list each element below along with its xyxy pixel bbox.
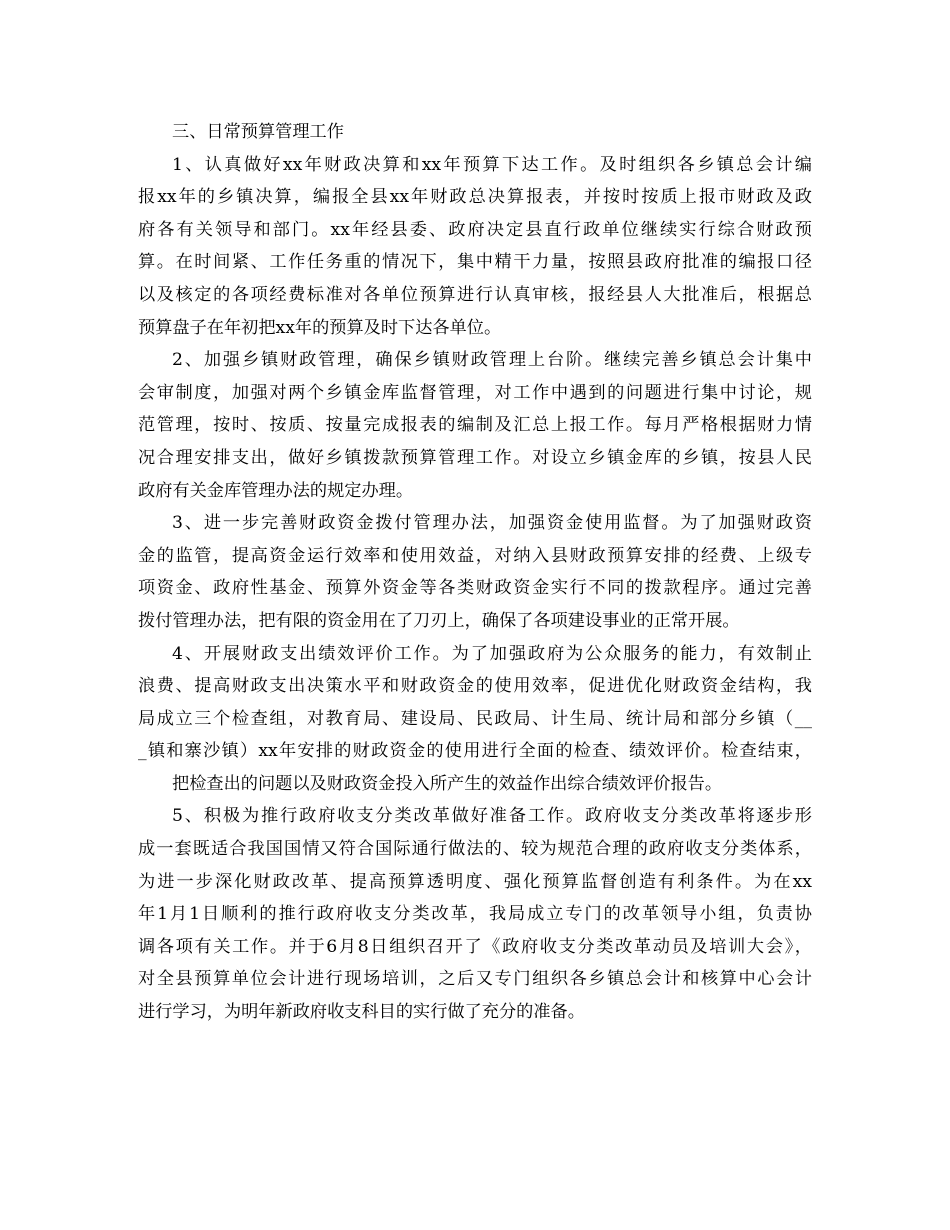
text-line: 进行学习，为明年新政府收支科目的实行做了充分的准备。: [138, 1002, 585, 1023]
text-line: 预算盘子在年初把xx年的预算及时下达各单位。: [138, 317, 502, 338]
section-heading: 三、日常预算管理工作: [172, 122, 344, 142]
text-line: 范管理，按时、按质、按量完成报表的编制及汇总上报工作。每月严格根据财力情: [138, 415, 812, 436]
paragraph-2: [138, 344, 812, 507]
text-line: 金的监管，提高资金运行效率和使用效益，对纳入县财政预算安排的经费、上级专: [138, 545, 812, 566]
text-line: _镇和寨沙镇）xx年安排的财政资金的使用进行全面的检查、绩效评价。检查结束，: [138, 741, 812, 762]
paragraph-4: [138, 638, 812, 768]
text-line: 府各有关领导和部门。xx年经县委、政府决定县直行政单位继续实行综合财政预: [138, 219, 812, 240]
text-line: 3、进一步完善财政资金拨付管理办法，加强资金使用监督。为了加强财政资: [172, 513, 812, 534]
text-line: 把检查出的问题以及财政资金投入所产生的效益作出综合绩效评价报告。: [172, 773, 723, 794]
text-line: 为进一步深化财政改革、提高预算透明度、强化预算监督创造有利条件。为在xx: [138, 871, 812, 892]
text-line: 对全县预算单位会计进行现场培训，之后又专门组织各乡镇总会计和核算中心会计: [138, 969, 812, 990]
text-line: 会审制度，加强对两个乡镇金库监督管理，对工作中遇到的问题进行集中讨论，规: [138, 382, 812, 403]
text-line: 项资金、政府性基金、预算外资金等各类财政资金实行不同的拨款程序。通过完善: [138, 578, 812, 599]
text-line: 2、加强乡镇财政管理，确保乡镇财政管理上台阶。继续完善乡镇总会计集中: [172, 350, 812, 371]
text-line: 政府有关金库管理办法的规定办理。: [138, 480, 414, 501]
text-line: 4、开展财政支出绩效评价工作。为了加强政府为公众服务的能力，有效制止: [172, 643, 812, 664]
text-line: 拨付管理办法，把有限的资金用在了刀刃上，确保了各项建设事业的正常开展。: [138, 610, 740, 631]
text-line: 成一套既适合我国国情又符合国际通行做法的、较为规范合理的政府收支分类体系，: [138, 839, 812, 860]
paragraph-4-continuation: [138, 768, 812, 801]
text-line: 浪费、提高财政支出决策水平和财政资金的使用效率，促进优化财政资金结构，我: [138, 676, 812, 697]
text-line: 以及核定的各项经费标准对各单位预算进行认真审核，报经县人大批准后，根据总: [138, 284, 812, 305]
text-line: 年1月1日顺利的推行政府收支分类改革，我局成立专门的改革领导小组，负责协: [138, 904, 812, 925]
text-line: 算。在时间紧、工作任务重的情况下，集中精干力量，按照县政府批准的编报口径: [138, 252, 812, 273]
text-line: 1、认真做好xx年财政决算和xx年预算下达工作。及时组织各乡镇总会计编: [172, 154, 812, 175]
paragraph-5: [138, 800, 812, 1028]
paragraph-3: [138, 507, 812, 637]
paragraph-1: [138, 149, 812, 345]
text-line: 报xx年的乡镇决算，编报全县xx年财政总决算报表，并按时按质上报市财政及政: [138, 187, 812, 208]
text-line: 5、积极为推行政府收支分类改革做好准备工作。政府收支分类改革将逐步形: [172, 806, 812, 827]
text-line: 况合理安排支出，做好乡镇拨款预算管理工作。对设立乡镇金库的乡镇，按县人民: [138, 447, 812, 468]
text-line: 局成立三个检查组，对教育局、建设局、民政局、计生局、统计局和部分乡镇（__: [138, 708, 812, 729]
document-body: [138, 116, 812, 1029]
text-line: 调各项有关工作。并于6月8日组织召开了《政府收支分类改革动员及培训大会》，: [138, 936, 812, 957]
